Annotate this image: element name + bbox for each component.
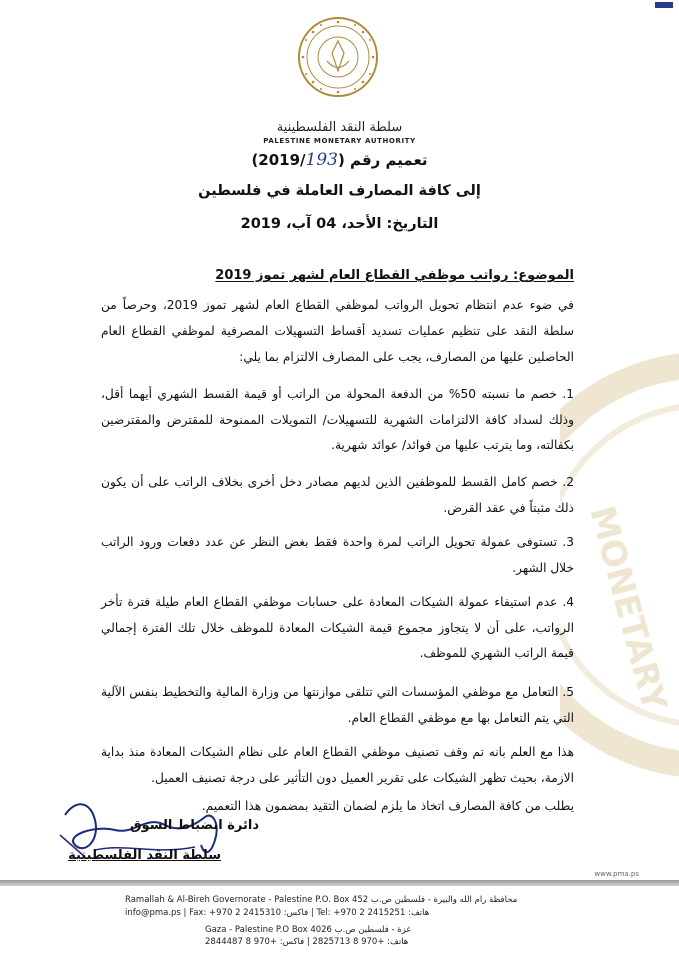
signature-organization: سلطة النقد الفلسطينية (68, 848, 221, 863)
pma-seal-icon (297, 16, 379, 98)
list-item: 5. التعامل مع موظفي المؤسسات التي تتلقى موازنتها من وزارة المالية والتخطيط بنفس الآلية التي يتم التعامل بها مع موظفي القطاع العام. (101, 685, 574, 725)
footer-address-ramallah: Ramallah & Al-Bireh Governorate - Palestine P.O. Box 452 محافظة رام الله والبيرة - فلسطين ص.ب (125, 895, 518, 905)
circular-close: ) (251, 151, 259, 169)
org-name-ar: سلطة النقد الفلسطينية (276, 120, 403, 135)
watermark-seal-icon (560, 330, 679, 800)
circular-number: 193 (305, 150, 338, 170)
list-item: 1. خصم ما نسبته 50% من الدفعة المحولة من الراتب أو قيمة القسط الشهري أيهما أقل، وذلك لسداد كافة الالتزامات الشهرية للتسهيلات/ التمويلات الممنوحة للمقترض والمقترضين بكفالته، وما يترتب عليها من فوائد/ عوائد شهرية. (101, 387, 574, 452)
signature-department: دائرة انضباط السوق (130, 818, 259, 833)
corner-mark (655, 2, 673, 8)
subject-text: رواتب موظفي القطاع العام لشهر تموز 2019 (215, 268, 509, 283)
recipients-heading: إلى كافة المصارف العاملة في فلسطين (198, 183, 481, 199)
circular-label: تعميم رقم (2019/ (258, 151, 428, 169)
list-item: 2. خصم كامل القسط للموظفين الذين لديهم مصادر دخل أخرى بخلاف الراتب على أن يكون ذلك مثبتاً في عقد القرض. (101, 475, 574, 515)
footer-divider (0, 880, 679, 886)
intro-paragraph: في ضوء عدم انتظام تحويل الرواتب لموظفي القطاع العام لشهر تموز 2019، وحرصاً من سلطة النقد على تنظيم عمليات تسديد أقساط التسهيلات المصرفية لموظفي القطاع العام الحاصلين عليها من المصارف، يجب على المصارف الالتزام بما يلي: (101, 298, 574, 364)
list-item: 4. عدم استيفاء عمولة الشيكات المعادة على حسابات موظفي القطاع العام طيلة فترة تأخر الرواتب، على أن لا يتجاوز مجموع قيمة الشيكات المعادة للموظف خلال تلك الفترة إجمالي قيمة الراتب الشهري للموظف. (101, 595, 574, 660)
org-name-en: PALESTINE MONETARY AUTHORITY (263, 137, 416, 145)
footer-contact-gaza: هاتف: +970 8 2825713 | فاكس: +970 8 2844487 (205, 937, 409, 947)
request-paragraph: يطلب من كافة المصارف اتخاذ ما يلزم لضمان التقيد بمضمون هذا التعميم. (201, 799, 574, 813)
list-item: 3. تستوفى عمولة تحويل الراتب لمرة واحدة فقط بغض النظر عن عدد دفعات ورود الراتب خلال الشهر. (101, 535, 574, 575)
subject-label: الموضوع: (513, 268, 574, 283)
note-paragraph: هذا مع العلم بانه تم وقف تصنيف موظفي القطاع العام على نظام الشيكات المعادة منذ بداية الازمة، بحيث تظهر الشيكات على تقرير العميل دون التأثير على درجة تصنيف العميل. (101, 745, 574, 785)
date-heading: التاريخ: الأحد، 04 آب، 2019 (240, 216, 439, 232)
footer-contact-ramallah: info@pma.ps | Fax: +970 2 2415310 :فاكس | Tel: +970 2 2415251 :هاتف (125, 908, 430, 918)
circular-number-heading (0, 150, 679, 170)
subject-line (215, 268, 574, 283)
footer-address-gaza: Gaza - Palestine P.O Box 4026 غزة - فلسطين ص.ب (205, 925, 411, 935)
watermark-text-en: MONETARY (581, 501, 675, 716)
footer-website: www.pma.ps (594, 870, 639, 878)
